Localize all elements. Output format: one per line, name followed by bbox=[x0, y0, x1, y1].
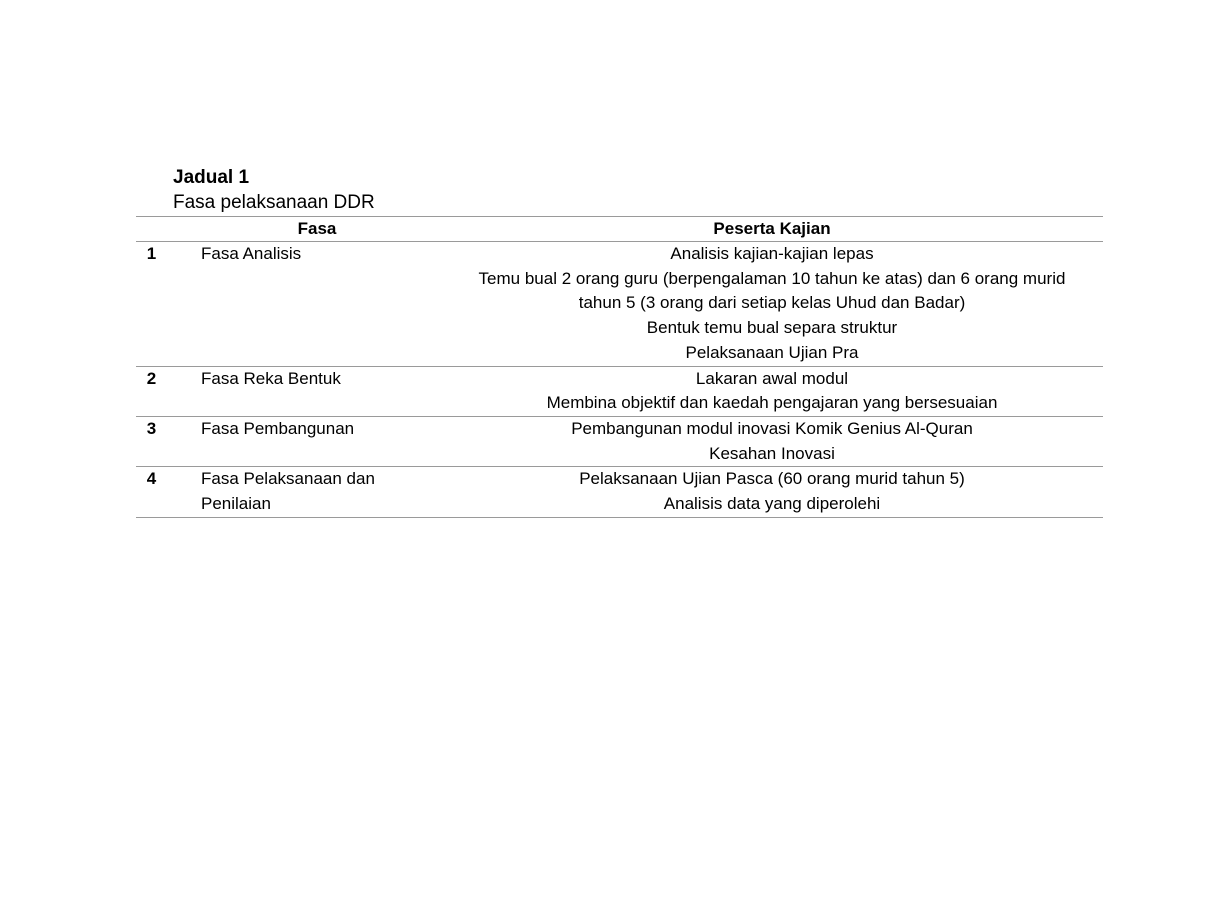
phase-line: Fasa Pelaksanaan dan bbox=[201, 469, 375, 489]
row-number: 4 bbox=[146, 469, 157, 489]
row-number: 3 bbox=[146, 418, 157, 438]
detail-line: Pelaksanaan Ujian Pasca (60 orang murid tahun 5) bbox=[579, 469, 965, 489]
table-row bbox=[136, 242, 1103, 367]
table-header-row bbox=[136, 217, 1103, 242]
table-row bbox=[136, 467, 1103, 517]
detail-line: tahun 5 (3 orang dari setiap kelas Uhud dan Badar) bbox=[578, 293, 966, 313]
phase-line: Fasa Reka Bentuk bbox=[201, 368, 341, 388]
row-number: 1 bbox=[146, 244, 157, 263]
table-row bbox=[136, 416, 1103, 466]
table-body bbox=[136, 242, 1103, 518]
detail-line: Analisis data yang diperolehi bbox=[663, 494, 881, 514]
row-phase bbox=[193, 242, 441, 367]
detail-line: Bentuk temu bual separa struktur bbox=[646, 318, 898, 338]
table-caption-number: Jadual 1 bbox=[173, 167, 250, 188]
detail-line: Pelaksanaan Ujian Pra bbox=[685, 342, 859, 362]
header-cell-number bbox=[136, 217, 193, 242]
row-details bbox=[441, 242, 1103, 367]
phase-line: Fasa Pembangunan bbox=[201, 418, 355, 438]
row-phase bbox=[193, 366, 441, 416]
row-details bbox=[441, 467, 1103, 517]
header-cell-fasa: Fasa bbox=[297, 219, 337, 238]
table-container bbox=[136, 166, 1103, 518]
phase-line: Penilaian bbox=[201, 494, 271, 514]
row-details bbox=[441, 366, 1103, 416]
detail-line: Pembangunan modul inovasi Komik Genius Al-Quran bbox=[571, 418, 973, 438]
table-header bbox=[136, 217, 1103, 242]
detail-line: Lakaran awal modul bbox=[695, 368, 849, 388]
detail-line: Kesahan Inovasi bbox=[709, 443, 835, 463]
row-number: 2 bbox=[146, 368, 157, 388]
table-row bbox=[136, 366, 1103, 416]
detail-line: Temu bual 2 orang guru (berpengalaman 10 tahun ke atas) dan 6 orang murid bbox=[478, 268, 1066, 288]
detail-line: Analisis kajian-kajian lepas bbox=[670, 244, 874, 263]
row-phase bbox=[193, 416, 441, 466]
phase-table bbox=[136, 216, 1103, 518]
detail-line: Membina objektif dan kaedah pengajaran yang bersesuaian bbox=[546, 393, 998, 413]
phase-line: Fasa Analisis bbox=[201, 244, 302, 263]
row-details bbox=[441, 416, 1103, 466]
header-cell-peserta-kajian: Peserta Kajian bbox=[713, 219, 831, 238]
row-phase bbox=[193, 467, 441, 517]
table-caption-title: Fasa pelaksanaan DDR bbox=[173, 192, 375, 213]
